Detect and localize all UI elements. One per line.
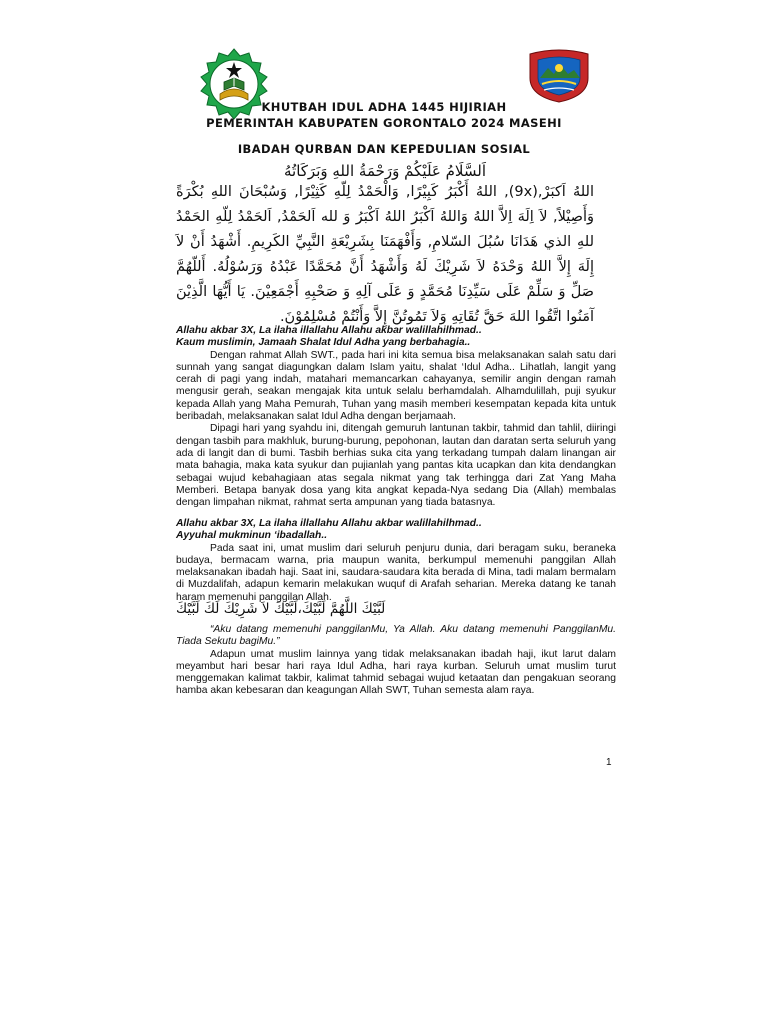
section-2	[176, 518, 616, 604]
header-line-2: PEMERINTAH KABUPATEN GORONTALO 2024 MASEHI	[206, 116, 562, 130]
header-line-1: KHUTBAH IDUL ADHA 1445 HIJIRIAH	[261, 100, 507, 114]
section-1-paragraph-2: Dipagi hari yang syahdu ini, ditengah gemuruh lantunan takbir, tahmid dan tahlil, diiringi dengan tasbih para makhluk, burung-burung, pepohonan, lautan dan daratan serta seluruh yang ada di langit dan di bumi. Tasbih berhias suka cita yang terkadang tumpah dalam linangan air mata bahagia, maka kata syukur dan pujianlah yang pantas kita ucapkan dan kita dendangkan sebagai wujud kebahagiaan atas segala nikmat yang tak terhingga dari Zat Yang Maha Memberi. Betapa banyak dosa yang kita angkat kepada-Nya sedang Dia (Allah) membalas dengan limpahan nikmat, rahmat serta ampunan yang tiada batasnya.	[176, 423, 616, 509]
arabic-opening: اللهُ اَكبَرْ,(9x), اللهُ أَكْبَرُ كَبِيْرًا, وَالْحَمْدُ لِلّهِ كَثِيْرًا, وَسُبْحَانَ اللهِ بُكْرَةً وَأَصِيْلاً, لاَ اِلَهَ اِلاَّ اللهُ وَاللهُ اَكْبَرُ اللهُ اَكْبَرُ وَ لله اَلحَمْدُ, اَلحَمْدُ لِلّهِ الحَمْدُ للهِ الذي هَدَانَا سُبُلَ السّلامِ, وَأَفْهَمَنَا بِشَرِيْعَةِ النَّبِيِّ الكَرِيمِ. أَشْهَدُ أَنْ لاَ إِلَهَ إِلاَّ اللهُ وَحْدَهُ لاَ شَرِيْكَ لَهُ وَأَشْهَدُ أَنَّ مُحَمَّدًا عَبْدُهُ وَرَسُوْلُهُ. أَللّهُمَّ صَلِّ وَ سَلِّمْ عَلَى سَيِّدِنَا مُحَمَّدٍ وَ عَلَى آلِهِ وَ صَحْبِهِ أَجْمَعِيْنَ. يَا أَيُّهَا الَّذِيْنَ آمَنُوا اتَّقُوا اللهَ حَقَّ تُقَاتِهِ وَلاَ تَمُوتُنَّ إِلاَّ وَأَنْتُمْ مُسْلِمُوْنَ.	[176, 184, 594, 325]
section-1	[176, 325, 616, 509]
section-2-lead-1: Allahu akbar 3X, La ilaha illallahu Allahu akbar walillahilhmad..	[176, 518, 482, 529]
arabic-greeting: اَلسَّلَامُ عَلَيْكُمْ وَرَحْمَةُ اللهِ وَبَرَكَاتُهُ	[284, 162, 486, 180]
page-number: 1	[606, 757, 612, 768]
talbiyah-arabic	[176, 601, 616, 617]
section-3	[176, 624, 616, 698]
section-3-paragraph-1: Adapun umat muslim lainnya yang tidak melaksanakan ibadah haji, ikut larut dalam meyambut hari besar hari raya Idul Adha, hari raya kurban. Seluruh umat muslim turut menggemakan kalimat takbir, kalimat tahmid sebagai wujud ketaatan dan pengakuan seorang hamba akan kebesaran dan keagungan Allah SWT, Tuhan semesta alam raya.	[176, 648, 616, 697]
section-1-lead-2: Kaum muslimin, Jamaah Shalat Idul Adha yang berbahagia..	[176, 337, 471, 349]
talbiyah-text: لَبَّيْكَ اللَّهُمَّ لَبَّيْكَ،لَبَّيْكَ لاَ شَرِيْكَ لَكَ لَبَّيْكَ	[176, 601, 386, 617]
section-2-paragraph-1: Pada saat ini, umat muslim dari seluruh penjuru dunia, dari beragam suku, beraneka budaya, bermacam warna, pria maupun wanita, berkumpul memenuhi panggilan Allah melaksanakan ibadah haji. Saat ini, saudara-saudara kita berada di Mina, tadi malam bermalam di Muzdalifah, adapun kemarin melakukan wuquf di Arafah seharian. Mereka datang ke tanah haram memenuhi panggilan Allah.	[176, 542, 616, 603]
sermon-title: IBADAH QURBAN DAN KEPEDULIAN SOSIAL	[237, 142, 531, 156]
section-1-paragraph-1: Dengan rahmat Allah SWT., pada hari ini kita semua bisa melaksanakan salah satu dari sunnah yang sangat diagungkan dalam Islam yaitu, shalat ‘Idul Adha.. Lihatlah, langit yang cerah di pagi yang indah, matahari memancarkan cahayanya, semilir angin dengan ramah mengusir gerah, seakan mengajak kita untuk selalu berhamdalah. Alhamdulillah, puji syukur kepada Allah yang Maha Pemurah, Tuhan yang masih memberi kesempatan kepada kita untuk beribadah, melaksanakan salat Idul Adha dengan berjamaah.	[176, 349, 616, 423]
talbiyah-translation: “Aku datang memenuhi panggilanMu, Ya Allah. Aku datang memenuhi PanggilanMu. Tiada Sekutu bagiMu.”	[176, 624, 616, 648]
section-1-lead-1: Allahu akbar 3X, La ilaha illallahu Allahu akbar walillahilhmad..	[176, 325, 482, 336]
gorontalo-emblem	[526, 48, 592, 104]
section-2-lead-2: Ayyuhal mukminun ‘ibadallah..	[176, 530, 328, 542]
